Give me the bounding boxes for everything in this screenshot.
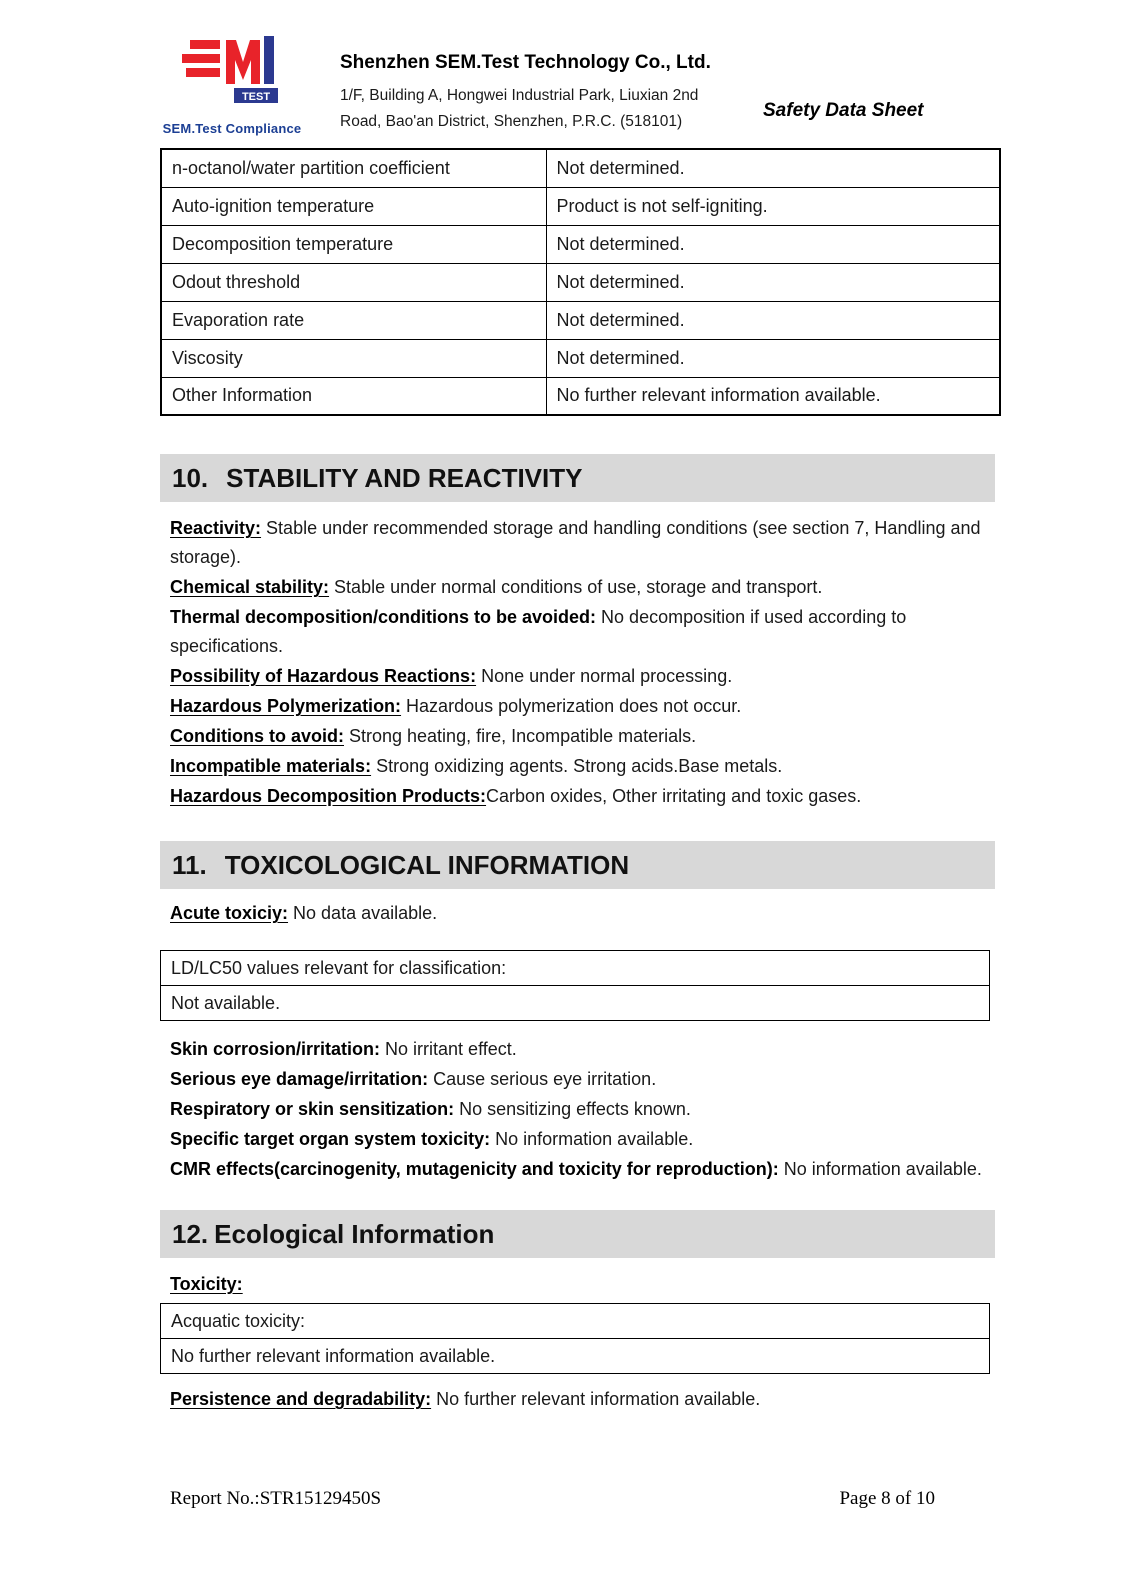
value-cell: Not determined. bbox=[546, 301, 1000, 339]
property-cell: Odout threshold bbox=[161, 263, 546, 301]
table-row bbox=[161, 225, 1000, 263]
section-number: 11. bbox=[172, 849, 207, 880]
paragraph-text: Strong oxidizing agents. Strong acids.Base metals. bbox=[371, 756, 783, 776]
paragraph-text: No information available. bbox=[778, 1159, 982, 1179]
paragraph-label: Specific target organ system toxicity: bbox=[170, 1129, 491, 1149]
value-cell: Not determined. bbox=[546, 225, 1000, 263]
property-cell: Viscosity bbox=[161, 339, 546, 377]
table-row bbox=[161, 263, 1000, 301]
paragraph bbox=[170, 692, 1001, 721]
paragraph bbox=[170, 1270, 1001, 1299]
paragraph-text: No decomposition if used according to specifications. bbox=[170, 607, 907, 656]
section-11-heading bbox=[160, 841, 995, 889]
paragraph-label: Toxicity: bbox=[170, 1274, 243, 1294]
company-logo bbox=[152, 34, 312, 136]
persistence-line bbox=[160, 1385, 1001, 1414]
value-cell: Product is not self-igniting. bbox=[546, 187, 1000, 225]
paragraph bbox=[170, 514, 1001, 572]
ld50-header-cell: LD/LC50 values relevant for classification: bbox=[161, 951, 990, 986]
paragraph-text: Cause serious eye irritation. bbox=[428, 1069, 657, 1089]
table-row bbox=[161, 187, 1000, 225]
property-cell: n-octanol/water partition coefficient bbox=[161, 149, 546, 187]
paragraph bbox=[170, 603, 1001, 661]
paragraph bbox=[170, 1065, 1001, 1094]
content-area bbox=[160, 148, 1001, 1415]
section-12-heading bbox=[160, 1210, 995, 1258]
paragraph bbox=[170, 1385, 1001, 1414]
paragraph-label: Respiratory or skin sensitization: bbox=[170, 1099, 455, 1119]
section-10-heading bbox=[160, 454, 995, 502]
property-cell: Evaporation rate bbox=[161, 301, 546, 339]
paragraph-label: Reactivity: bbox=[170, 518, 262, 538]
paragraph bbox=[170, 573, 1001, 602]
paragraph bbox=[170, 1035, 1001, 1064]
paragraph-text: Stable under recommended storage and handling conditions (see section 7, Handling and storage). bbox=[170, 518, 981, 567]
company-address-line2: Road, Bao'an District, Shenzhen, P.R.C. (518101) bbox=[340, 113, 683, 130]
section-number: 12. bbox=[172, 1218, 209, 1249]
table-row bbox=[161, 951, 990, 986]
company-info bbox=[340, 52, 711, 135]
logo-caption: SEM.Test Compliance bbox=[162, 121, 302, 136]
paragraph-text: No sensitizing effects known. bbox=[454, 1099, 691, 1119]
paragraph-text: Stable under normal conditions of use, storage and transport. bbox=[329, 577, 823, 597]
paragraph bbox=[170, 1155, 1001, 1184]
paragraph-label: Persistence and degradability: bbox=[170, 1389, 432, 1409]
paragraph-label: Chemical stability: bbox=[170, 577, 330, 597]
section-title: Ecological Information bbox=[214, 1218, 495, 1249]
paragraph bbox=[170, 1095, 1001, 1124]
table-row bbox=[161, 377, 1000, 415]
paragraph-label: Thermal decomposition/conditions to be avoided: bbox=[170, 607, 597, 627]
company-name: Shenzhen SEM.Test Technology Co., Ltd. bbox=[340, 52, 711, 73]
paragraph-label: Acute toxiciy: bbox=[170, 903, 289, 923]
value-cell: No further relevant information available. bbox=[546, 377, 1000, 415]
paragraph-label: Incompatible materials: bbox=[170, 756, 372, 776]
paragraph-text: No information available. bbox=[490, 1129, 694, 1149]
paragraph-label: Possibility of Hazardous Reactions: bbox=[170, 666, 477, 686]
paragraph bbox=[170, 662, 1001, 691]
section-11-body bbox=[160, 1035, 1001, 1184]
paragraph bbox=[170, 752, 1001, 781]
paragraph-label: Serious eye damage/irritation: bbox=[170, 1069, 429, 1089]
paragraph-text: Carbon oxides, Other irritating and toxic gases. bbox=[486, 786, 862, 806]
paragraph-label: Hazardous Decomposition Products: bbox=[170, 786, 487, 806]
paragraph-label: Conditions to avoid: bbox=[170, 726, 344, 746]
table-row bbox=[161, 339, 1000, 377]
aquatic-header-cell: Acquatic toxicity: bbox=[161, 1304, 990, 1339]
paragraph-label: CMR effects(carcinogenity, mutagenicity and toxicity for reproduction): bbox=[170, 1159, 779, 1179]
value-cell: Not determined. bbox=[546, 339, 1000, 377]
section-10-body bbox=[160, 514, 1001, 811]
table-row bbox=[161, 986, 990, 1021]
table-row bbox=[161, 149, 1000, 187]
document-title: Safety Data Sheet bbox=[763, 100, 924, 121]
paragraph-text: No irritant effect. bbox=[380, 1039, 517, 1059]
aquatic-value-cell: No further relevant information available. bbox=[161, 1339, 990, 1374]
page-number: Page 8 of 10 bbox=[839, 1488, 935, 1509]
paragraph bbox=[170, 1125, 1001, 1154]
paragraph-label: Skin corrosion/irritation: bbox=[170, 1039, 381, 1059]
report-number: Report No.:STR15129450S bbox=[170, 1488, 382, 1509]
paragraph-text: No data available. bbox=[288, 903, 438, 923]
properties-table bbox=[160, 148, 1001, 416]
section-title: TOXICOLOGICAL INFORMATION bbox=[224, 849, 630, 880]
ld50-table bbox=[160, 950, 990, 1021]
property-cell: Auto-ignition temperature bbox=[161, 187, 546, 225]
paragraph bbox=[170, 722, 1001, 751]
table-row bbox=[161, 301, 1000, 339]
paragraph-text: No further relevant information available. bbox=[431, 1389, 761, 1409]
acute-toxicity-line bbox=[160, 899, 1001, 928]
value-cell: Not determined. bbox=[546, 149, 1000, 187]
paragraph bbox=[170, 899, 1001, 928]
aquatic-toxicity-table bbox=[160, 1303, 990, 1374]
section-title: STABILITY AND REACTIVITY bbox=[226, 462, 583, 493]
ld50-value-cell: Not available. bbox=[161, 986, 990, 1021]
toxicity-label-line bbox=[160, 1270, 1001, 1299]
semtest-logo-icon bbox=[168, 34, 296, 114]
paragraph-text: Hazardous polymerization does not occur. bbox=[401, 696, 742, 716]
table-row bbox=[161, 1339, 990, 1374]
table-row bbox=[161, 1304, 990, 1339]
section-number: 10. bbox=[172, 462, 209, 493]
property-cell: Other Information bbox=[161, 377, 546, 415]
paragraph-text: None under normal processing. bbox=[476, 666, 733, 686]
svg-text:TEST: TEST bbox=[241, 91, 271, 103]
company-address-line1: 1/F, Building A, Hongwei Industrial Park, Liuxian 2nd bbox=[340, 87, 699, 104]
value-cell: Not determined. bbox=[546, 263, 1000, 301]
paragraph bbox=[170, 782, 1001, 811]
paragraph-label: Hazardous Polymerization: bbox=[170, 696, 402, 716]
paragraph-text: Strong heating, fire, Incompatible materials. bbox=[343, 726, 697, 746]
property-cell: Decomposition temperature bbox=[161, 225, 546, 263]
